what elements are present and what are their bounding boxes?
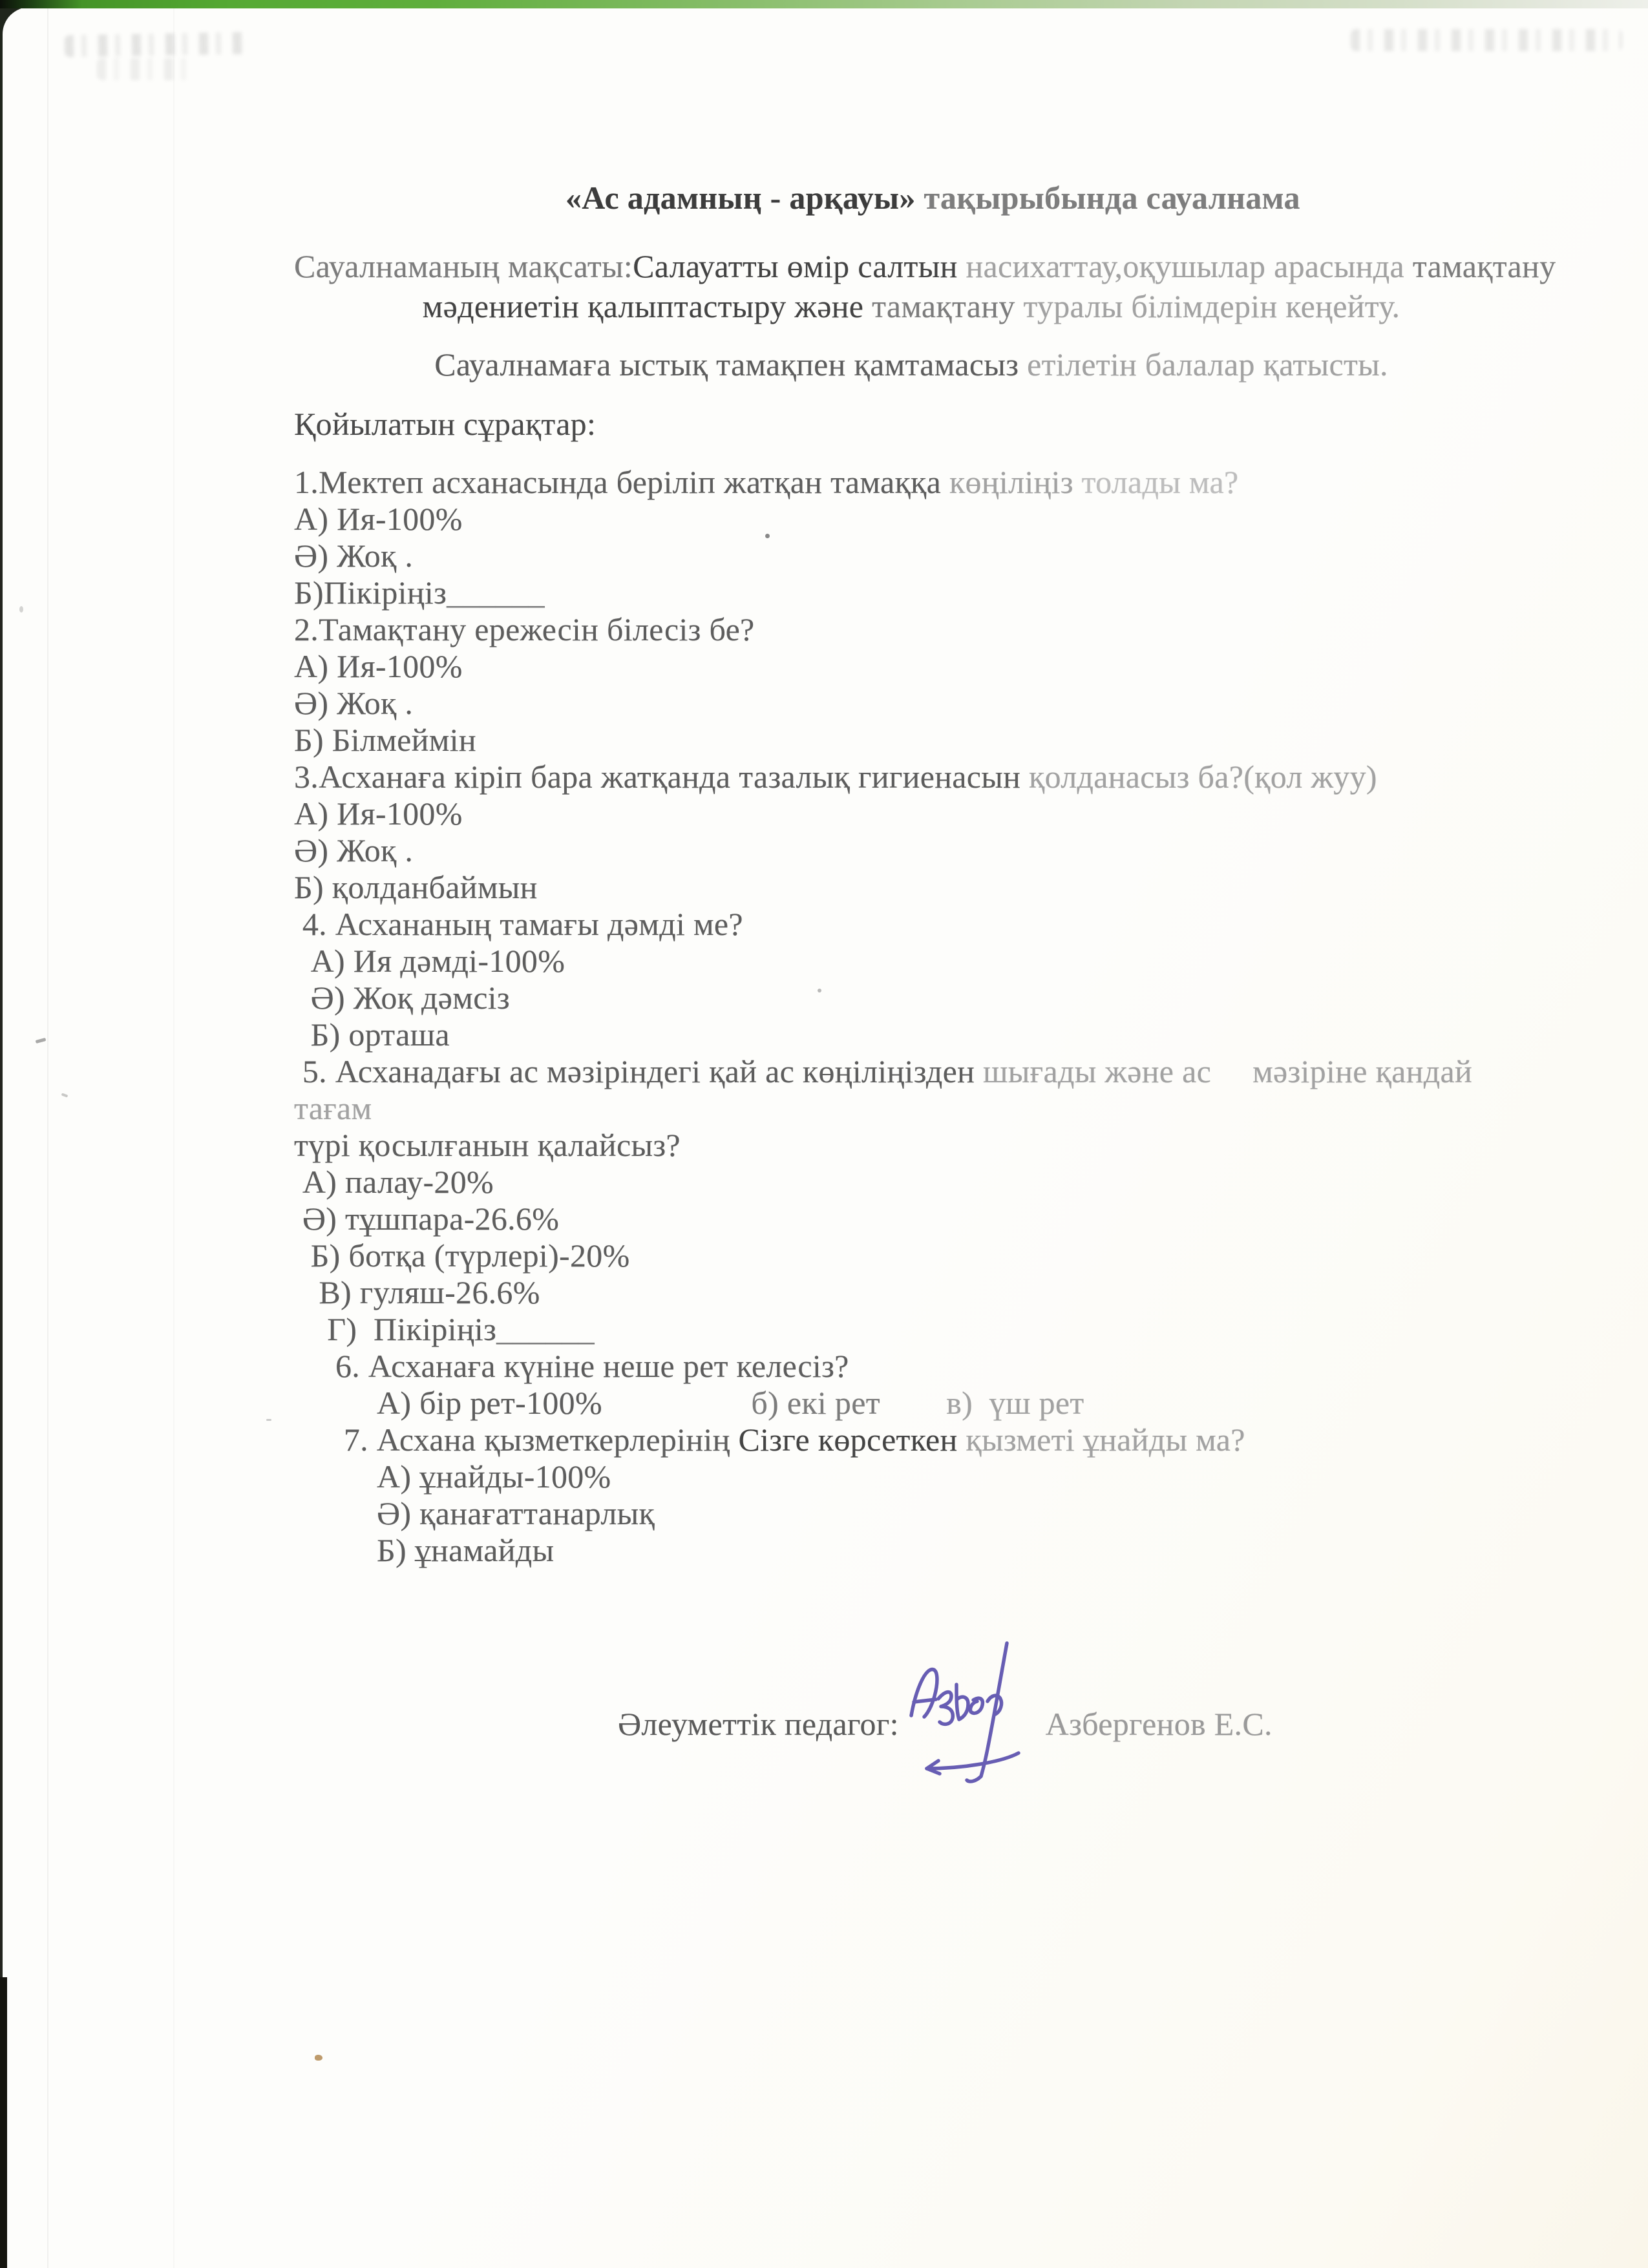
text-segment: Ә) қанағаттанарлық bbox=[294, 1495, 655, 1531]
questions-heading: Қойылатын сұрақтар: bbox=[294, 406, 597, 442]
text-segment: ______ bbox=[447, 574, 545, 611]
question-line bbox=[294, 648, 1528, 685]
text-segment: мәдениетін қалыптастыру және bbox=[422, 288, 872, 324]
survey-purpose-line-2 bbox=[294, 286, 1528, 326]
scanner-edge-strip bbox=[0, 0, 1648, 8]
question-line bbox=[294, 795, 1528, 832]
question-line bbox=[294, 464, 1528, 501]
text-segment: А) Ия-100% bbox=[294, 501, 463, 537]
question-line bbox=[294, 1127, 1528, 1164]
text-segment: Б) ұнамайды bbox=[294, 1532, 555, 1568]
text-segment: қолданасыз ба?(қол жуу) bbox=[1029, 759, 1377, 795]
text-segment: ______ bbox=[496, 1311, 595, 1347]
text-segment: қызметі ұнайды ма? bbox=[966, 1422, 1245, 1458]
question-line bbox=[294, 1495, 1528, 1532]
text-segment: 2.Тамақтану ережесін білесіз бе? bbox=[294, 611, 755, 647]
question-line bbox=[294, 869, 1528, 906]
text-segment: 7. Асхана қызметкерлерінің bbox=[294, 1422, 739, 1458]
scanner-streak bbox=[47, 8, 48, 2268]
text-segment: тамақтану bbox=[1412, 248, 1556, 284]
question-line bbox=[294, 1016, 1528, 1053]
text-segment: 3.Асханаға кіріп бара жатқанда тазалық гигиенасын bbox=[294, 759, 1029, 795]
question-line bbox=[294, 1201, 1528, 1237]
text-segment: Сауалнамаға ыстық тамақпен қамтамасыз bbox=[434, 346, 1028, 383]
question-line bbox=[294, 722, 1528, 759]
text-segment: Ә) Жоқ . bbox=[294, 685, 414, 721]
question-line bbox=[294, 1274, 1528, 1311]
text-segment: етілетін балалар қатысты. bbox=[1027, 346, 1388, 383]
text-segment: Г) Пікіріңіз bbox=[294, 1311, 497, 1347]
signature-name: Азбергенов Е.С. bbox=[1045, 1706, 1273, 1742]
question-line bbox=[294, 759, 1528, 795]
question-line bbox=[294, 832, 1528, 869]
text-segment: А) Ия-100% bbox=[294, 648, 463, 684]
text-segment: шығады және ас bbox=[982, 1053, 1212, 1089]
ink-speck bbox=[19, 606, 23, 613]
text-segment: 5. Асханадағы ас мәзіріндегі қай ас көңіліңізден bbox=[294, 1053, 983, 1089]
signature-ink bbox=[905, 1639, 1041, 1785]
text-segment: Ә) Жоқ . bbox=[294, 538, 414, 574]
text-segment: Сауалнаманың мақсаты: bbox=[294, 248, 633, 284]
scanner-edge-left-bottom bbox=[0, 1977, 7, 2268]
text-segment: Ә) Жоқ . bbox=[294, 832, 414, 868]
question-line bbox=[294, 538, 1528, 574]
survey-title bbox=[565, 0, 1528, 216]
text-segment: көңіліңіз bbox=[949, 464, 1082, 500]
text-segment: А) ұнайды-100% bbox=[294, 1458, 611, 1495]
question-line bbox=[294, 1532, 1528, 1569]
question-line bbox=[294, 980, 1528, 1016]
text-segment: Б) қолданбаймын bbox=[294, 869, 538, 905]
scanner-edge-left bbox=[0, 246, 2, 2268]
text-segment: Б) Білмеймін bbox=[294, 722, 476, 758]
text-segment: Ә) тұшпара-26.6% bbox=[294, 1201, 560, 1237]
bleed-through-smudge bbox=[65, 32, 246, 58]
text-segment: тамақтану bbox=[872, 288, 1024, 324]
question-line bbox=[294, 1164, 1528, 1201]
ink-speck bbox=[266, 1419, 271, 1421]
text-segment: туралы білімдерін кеңейту. bbox=[1023, 288, 1400, 324]
text-segment: 1.Мектеп асханасында беріліп жатқан тамаққа bbox=[294, 464, 949, 500]
bleed-through-smudge bbox=[97, 58, 194, 80]
question-line bbox=[294, 1385, 1528, 1422]
text-segment: 4. Асхананың тамағы дәмді ме? bbox=[294, 906, 743, 942]
question-line bbox=[294, 1311, 1528, 1348]
text-segment: «Ас адамның - арқауы» bbox=[565, 180, 924, 216]
question-line bbox=[294, 1237, 1528, 1274]
text-segment: В) гуляш-26.6% bbox=[294, 1274, 540, 1310]
text-segment: А) бір рет-100% bbox=[294, 1385, 602, 1421]
signature-label: Әлеуметтік педагог: bbox=[618, 1706, 899, 1742]
question-line bbox=[294, 501, 1528, 538]
text-segment: Б)Пікіріңіз bbox=[294, 574, 447, 611]
question-line bbox=[294, 943, 1528, 980]
text-segment: толады ма? bbox=[1081, 464, 1239, 500]
question-line bbox=[294, 611, 1528, 648]
survey-purpose-line-1 bbox=[294, 246, 1556, 286]
text-segment: Сізге көрсеткен bbox=[738, 1422, 966, 1458]
question-line bbox=[294, 1053, 1528, 1127]
text-segment: тақырыбында сауалнама bbox=[924, 180, 1300, 216]
text-segment: А) Ия дәмді-100% bbox=[294, 943, 565, 979]
text-segment: б) екі рет bbox=[602, 1385, 880, 1421]
question-line bbox=[294, 1458, 1528, 1495]
question-line bbox=[294, 1422, 1528, 1458]
stain-speck bbox=[315, 2055, 322, 2061]
text-segment: насихаттау,оқушылар арасында bbox=[966, 248, 1413, 284]
text-segment: мәзіріне қандай тағам bbox=[294, 1053, 1481, 1126]
question-line bbox=[294, 685, 1528, 722]
text-segment: Ә) Жоқ дәмсіз bbox=[294, 980, 510, 1016]
text-segment: А) Ия-100% bbox=[294, 795, 463, 832]
questions-block bbox=[294, 464, 1528, 1569]
question-line bbox=[294, 574, 1528, 611]
question-line bbox=[294, 1348, 1528, 1385]
text-segment: Б) орташа bbox=[294, 1016, 450, 1053]
text-segment: в) үш рет bbox=[880, 1385, 1084, 1421]
text-segment: Салауатты өмір салтын bbox=[633, 248, 966, 284]
survey-participants bbox=[294, 344, 1528, 384]
text-segment: Б) ботқа (түрлері)-20% bbox=[294, 1237, 630, 1274]
survey-document bbox=[294, 0, 1556, 1742]
signature-row bbox=[294, 1706, 1528, 1742]
scanner-streak bbox=[173, 8, 174, 2268]
text-segment: түрі қосылғанын қалайсыз? bbox=[294, 1127, 681, 1163]
text-segment: А) палау-20% bbox=[294, 1164, 494, 1200]
question-line bbox=[294, 906, 1528, 943]
text-segment: 6. Асханаға күніне неше рет келесіз? bbox=[294, 1348, 849, 1384]
